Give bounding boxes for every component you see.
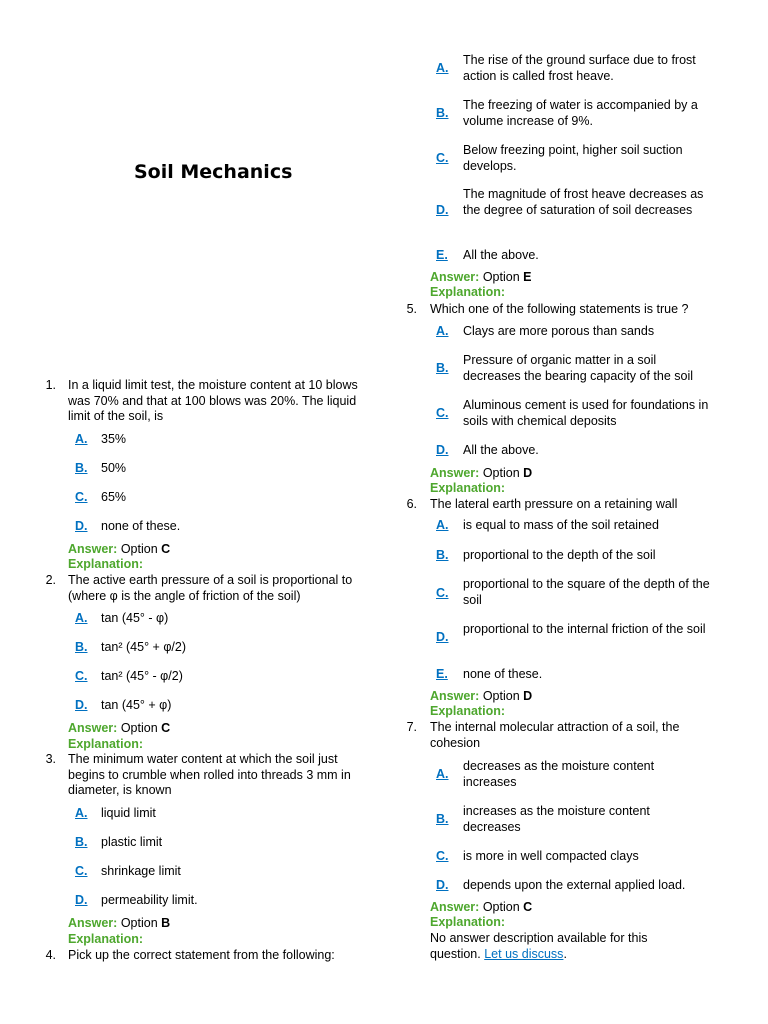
option-letter[interactable]: A. [436,518,449,532]
answer-value: E [523,270,532,284]
option-letter[interactable]: A. [75,611,88,625]
explanation-label: Explanation: [68,557,144,571]
answer-label: Answer: [68,916,118,930]
answer-line [68,916,170,932]
option-text: The magnitude of frost heave decreases as the degree of saturation of soil decreases [463,187,704,217]
option-word: Option [482,689,520,703]
question-number: 7. [406,720,417,734]
option-text: proportional to the square of the depth of the soil [463,577,710,607]
explanation-label: Explanation: [68,737,144,751]
option-word: Option [482,270,520,284]
option-text: plastic limit [101,835,163,849]
option-letter[interactable]: C. [75,490,88,504]
option-text: liquid limit [101,806,156,820]
option-text: Pressure of organic matter in a soil decreases the bearing capacity of the soil [463,353,693,383]
answer-value: D [523,689,533,703]
answer-value: D [523,466,533,480]
option-word: Option [120,542,158,556]
answer-label: Answer: [68,721,118,735]
question-number: 1. [45,378,56,392]
option-letter[interactable]: D. [75,698,88,712]
option-letter[interactable]: D. [436,443,449,457]
option-letter[interactable]: B. [75,461,88,475]
option-text: shrinkage limit [101,864,181,878]
option-word: Option [120,721,158,735]
option-letter[interactable]: C. [436,849,449,863]
answer-line [430,270,531,286]
option-letter[interactable]: D. [75,893,88,907]
option-text: The rise of the ground surface due to frost action is called frost heave. [463,53,696,83]
option-text: All the above. [463,443,539,457]
answer-value: C [523,900,533,914]
option-letter[interactable]: D. [436,203,449,217]
option-word: Option [482,466,520,480]
explanation-end: . [563,946,567,961]
question-text: Which one of the following statements is true ? [430,302,689,316]
explanation-label: Explanation: [430,915,506,929]
option-letter[interactable]: C. [436,151,449,165]
answer-label: Answer: [430,900,480,914]
answer-line [430,466,532,482]
answer-value: B [161,916,171,930]
answer-line [68,721,170,737]
option-letter[interactable]: C. [436,586,449,600]
explanation-label: Explanation: [430,481,506,495]
option-letter[interactable]: D. [436,878,449,892]
option-text: none of these. [101,519,181,533]
question-text: In a liquid limit test, the moisture content at 10 blows was 70% and that at 100 blows was 20%. The liquid limit of the soil, is [68,378,358,424]
option-text: increases as the moisture content decreases [463,804,650,834]
answer-label: Answer: [430,689,480,703]
option-text: The freezing of water is accompanied by a volume increase of 9%. [463,98,698,128]
option-letter[interactable]: D. [75,519,88,533]
answer-value: C [161,721,171,735]
question-text: The active earth pressure of a soil is proportional to (where φ is the angle of friction of the soil) [68,573,353,603]
question-text: The internal molecular attraction of a soil, the cohesion [430,720,680,750]
option-text: is equal to mass of the soil retained [463,518,659,532]
explanation-label: Explanation: [430,285,506,299]
option-letter[interactable]: A. [436,324,449,338]
option-letter[interactable]: C. [436,406,449,420]
page-title: Soil Mechanics [134,161,293,183]
option-text: tan (45° - φ) [101,611,169,625]
option-text: tan² (45° - φ/2) [101,669,183,683]
option-text: permeability limit. [101,893,198,907]
option-letter[interactable]: A. [75,806,88,820]
option-text: tan² (45° + φ/2) [101,640,187,654]
explanation-label: Explanation: [68,932,144,946]
option-text: Below freezing point, higher soil suction develops. [463,143,683,173]
option-text: All the above. [463,248,539,262]
option-letter[interactable]: C. [75,669,88,683]
option-letter[interactable]: E. [436,248,448,262]
answer-value: C [161,542,171,556]
option-letter[interactable]: B. [436,106,449,120]
discuss-link[interactable]: Let us discuss [484,946,564,961]
option-text: 50% [101,461,127,475]
option-text: is more in well compacted clays [463,849,639,863]
explanation-label: Explanation: [430,704,506,718]
option-letter[interactable]: E. [436,667,448,681]
option-letter[interactable]: B. [436,812,449,826]
option-letter[interactable]: B. [436,548,449,562]
question-number: 6. [406,497,417,511]
option-letter[interactable]: B. [436,361,449,375]
option-word: Option [482,900,520,914]
option-text: decreases as the moisture content increases [463,759,655,789]
option-text: Clays are more porous than sands [463,324,655,338]
question-text: Pick up the correct statement from the following: [68,948,335,962]
question-number: 4. [45,948,56,962]
question-number: 5. [406,302,417,316]
answer-label: Answer: [68,542,118,556]
option-word: Option [120,916,158,930]
option-text: proportional to the internal friction of the soil [463,622,706,636]
answer-line [430,900,532,916]
option-letter[interactable]: D. [436,630,449,644]
question-number: 2. [45,573,56,587]
answer-line [68,542,170,558]
answer-line [430,689,532,705]
option-letter[interactable]: A. [436,767,449,781]
option-letter[interactable]: B. [75,640,88,654]
option-text: 35% [101,432,127,446]
explanation-body: No answer description available for this question. [430,931,648,961]
option-text: Aluminous cement is used for foundations in soils with chemical deposits [463,398,709,428]
answer-label: Answer: [430,270,480,284]
option-letter[interactable]: C. [75,864,88,878]
option-text: depends upon the external applied load. [463,878,686,892]
question-text: The lateral earth pressure on a retaining wall [430,497,678,511]
question-text: The minimum water content at which the soil just begins to crumble when rolled into threads 3 mm in diameter, is known [68,752,351,798]
option-text: tan (45° + φ) [101,698,172,712]
explanation-text [430,931,680,962]
option-letter[interactable]: B. [75,835,88,849]
option-letter[interactable]: A. [75,432,88,446]
option-text: proportional to the depth of the soil [463,548,656,562]
answer-label: Answer: [430,466,480,480]
question-number: 3. [45,752,56,766]
option-text: none of these. [463,667,543,681]
option-letter[interactable]: A. [436,61,449,75]
option-text: 65% [101,490,127,504]
